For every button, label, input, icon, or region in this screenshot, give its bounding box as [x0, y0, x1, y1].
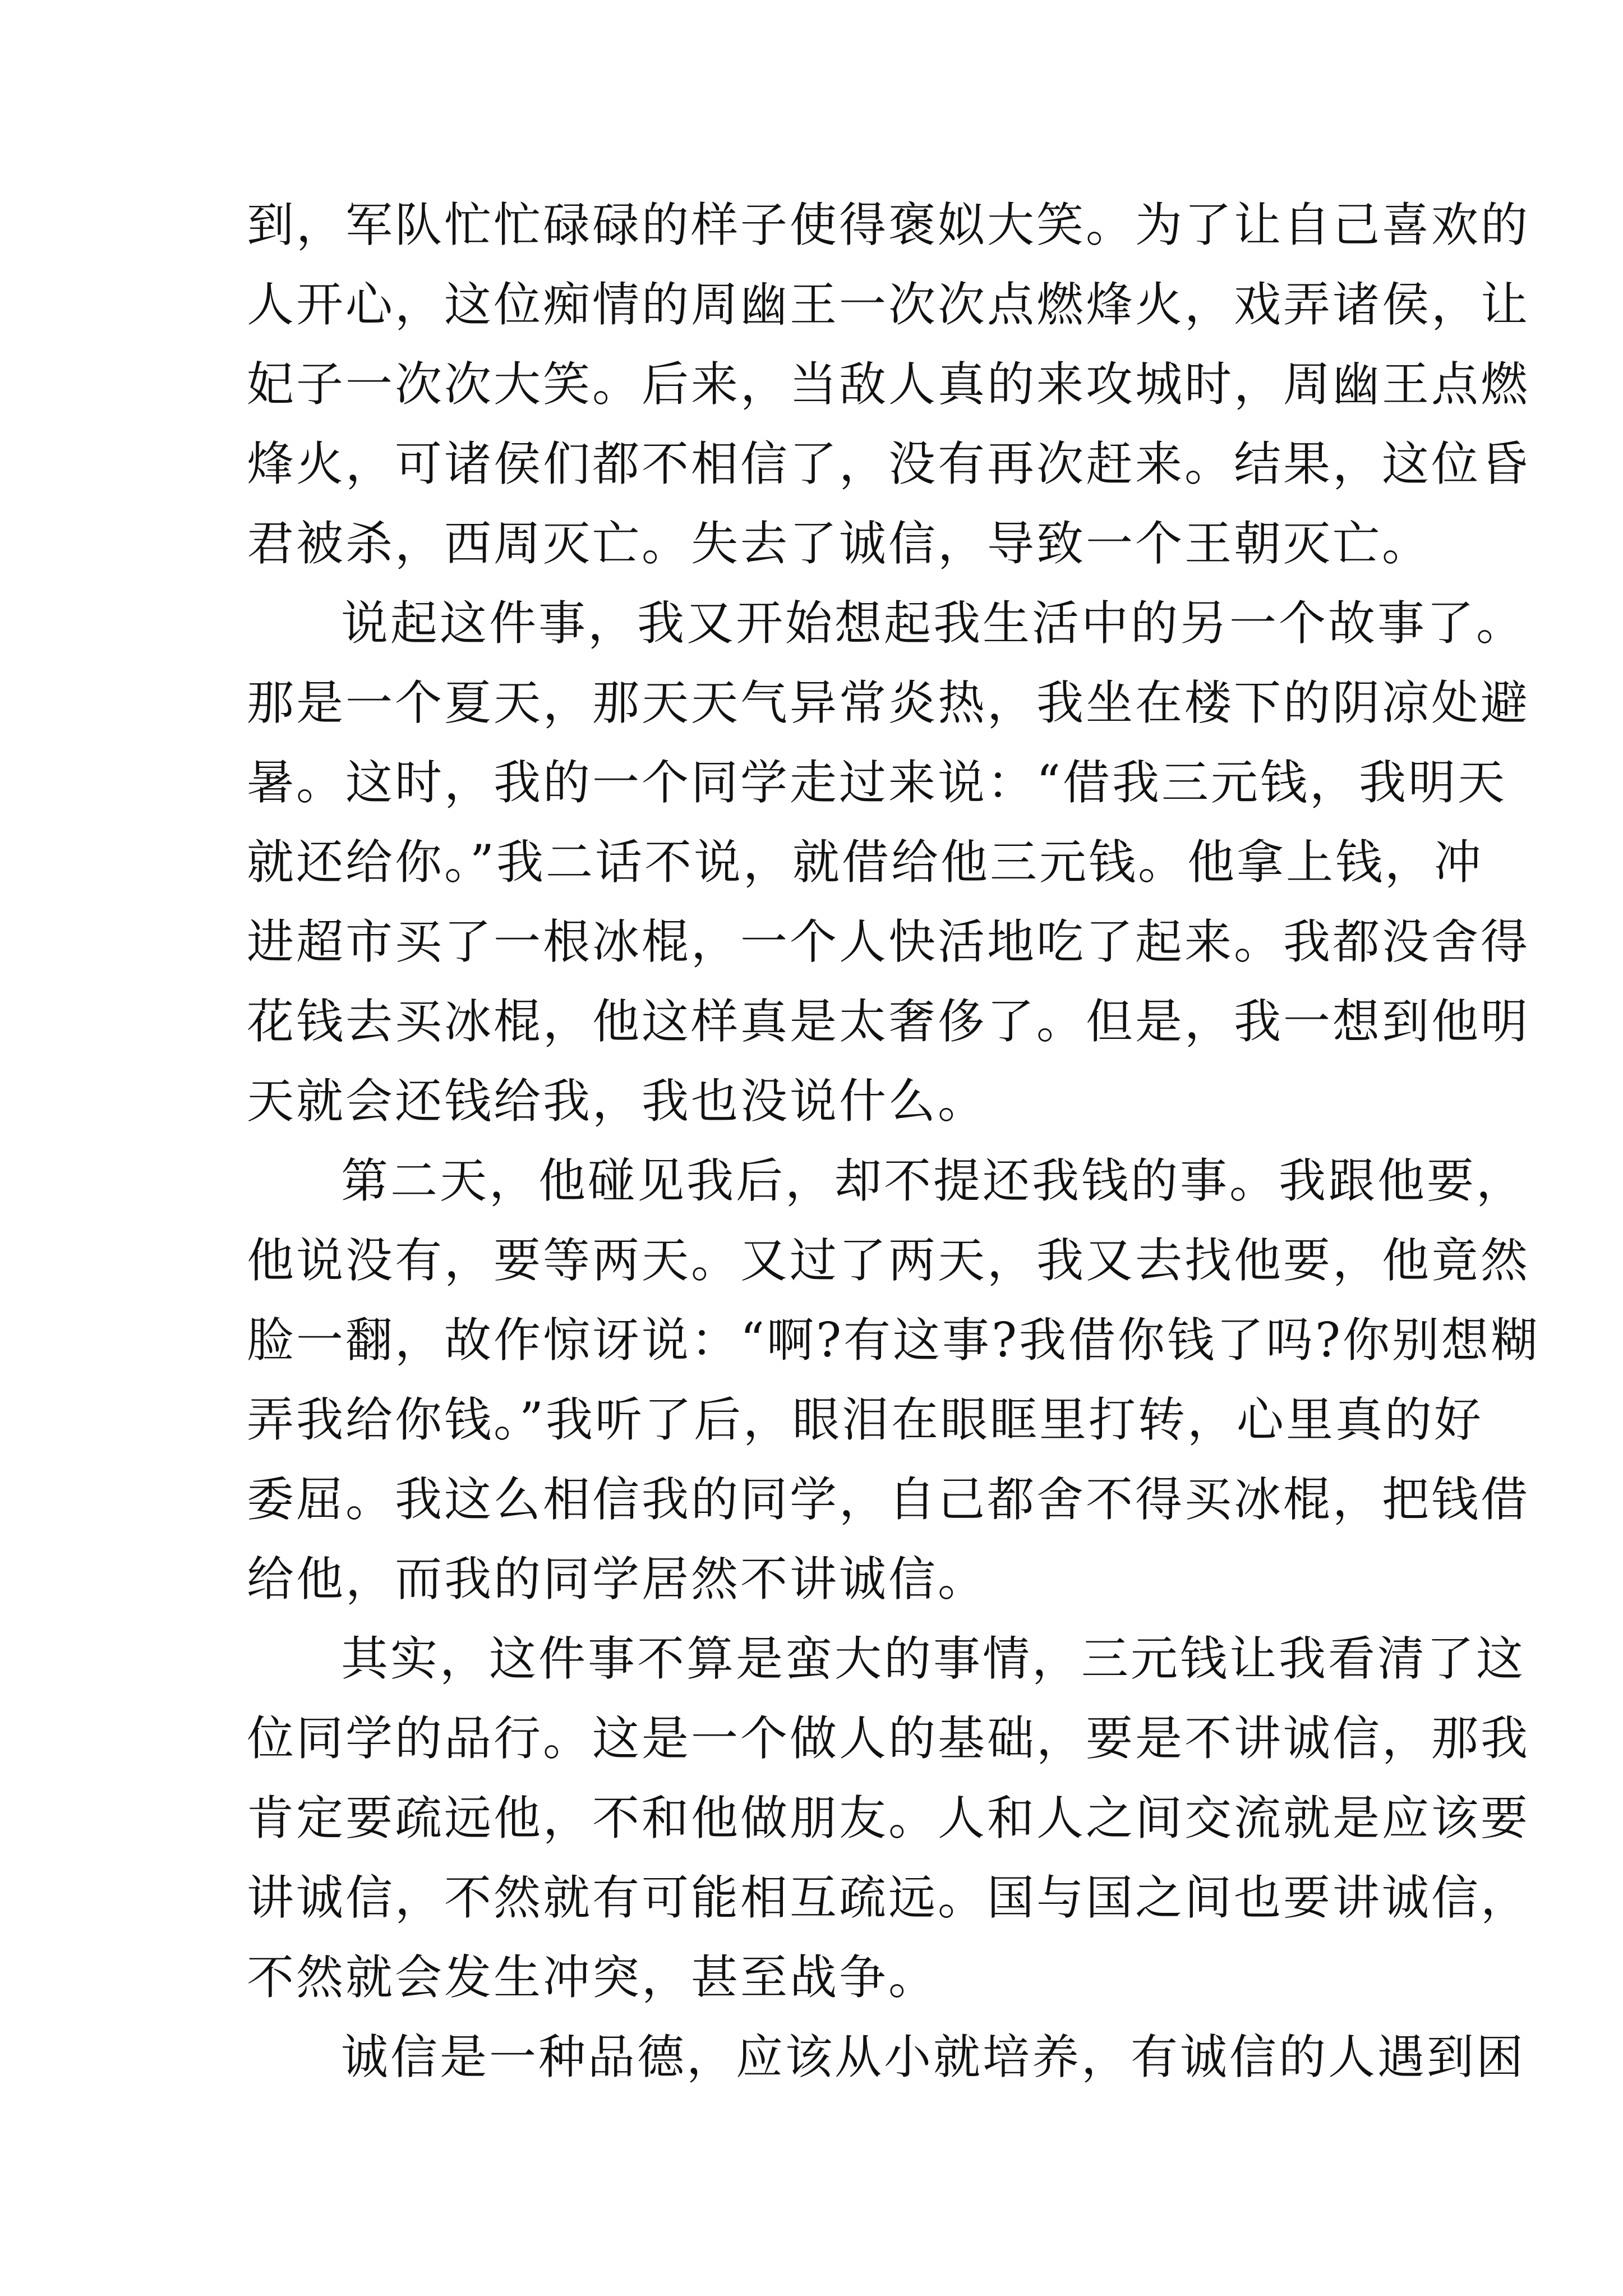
paragraph-1-line-4: 烽火，可诸侯们都不相信了，没有再次赶来。结果，这位昏: [247, 436, 1530, 491]
paragraph-1-line-3: 妃子一次次大笑。后来，当敌人真的来攻城时，周幽王点燃: [247, 357, 1530, 412]
paragraph-1-line-1: 到，军队忙忙碌碌的样子使得褒姒大笑。为了让自己喜欢的: [247, 197, 1530, 252]
paragraph-2-line-6: 花钱去买冰棍，他这样真是太奢侈了。但是，我一想到他明: [247, 994, 1530, 1049]
paragraph-4-line-2: 位同学的品行。这是一个做人的基础，要是不讲诚信，那我: [247, 1711, 1530, 1766]
paragraph-4-line-5: 不然就会发生冲突，甚至战争。: [247, 1950, 938, 2005]
paragraph-3-line-1: 第二天，他碰见我后，却不提还我钱的事。我跟他要，: [341, 1153, 1526, 1208]
paragraph-3-line-5: 委屈。我这么相信我的同学，自己都舍不得买冰棍，把钱借: [247, 1472, 1530, 1527]
paragraph-2-line-7: 天就会还钱给我，我也没说什么。: [247, 1074, 988, 1129]
paragraph-5-line-1: 诚信是一种品德，应该从小就培养，有诚信的人遇到困: [341, 2030, 1526, 2085]
paragraph-3-line-4: 弄我给你钱。”我听了后，眼泪在眼眶里打转，心里真的好: [247, 1392, 1483, 1447]
paragraph-3-line-6: 给他，而我的同学居然不讲诚信。: [247, 1552, 988, 1607]
paragraph-2-line-2: 那是一个夏天，那天天气异常炎热，我坐在楼下的阴凉处避: [247, 675, 1530, 730]
paragraph-4-line-4: 讲诚信，不然就有可能相互疏远。国与国之间也要讲诚信，: [247, 1870, 1530, 1925]
paragraph-3-line-2: 他说没有，要等两天。又过了两天，我又去找他要，他竟然: [247, 1233, 1530, 1288]
paragraph-4-line-3: 肯定要疏远他，不和他做朋友。人和人之间交流就是应该要: [247, 1791, 1530, 1846]
paragraph-2-line-4: 就还给你。”我二话不说，就借给他三元钱。他拿上钱，冲: [247, 835, 1483, 890]
paragraph-4-line-1: 其实，这件事不算是蛮大的事情，三元钱让我看清了这: [341, 1631, 1526, 1686]
paragraph-1-line-5: 君被杀，西周灭亡。失去了诚信，导致一个王朝灭亡。: [247, 516, 1432, 571]
paragraph-2-line-1: 说起这件事，我又开始想起我生活中的另一个故事了。: [341, 596, 1526, 651]
paragraph-3-line-3: 脸一翻，故作惊讶说：“啊?有这事?我借你钱了吗?你别想糊: [247, 1313, 1541, 1368]
paragraph-2-line-3: 暑。这时，我的一个同学走过来说：“借我三元钱，我明天: [247, 755, 1507, 810]
document-body: [247, 185, 1541, 2097]
paragraph-2-line-5: 进超市买了一根冰棍，一个人快活地吃了起来。我都没舍得: [247, 914, 1530, 969]
paragraph-1-line-2: 人开心，这位痴情的周幽王一次次点燃烽火，戏弄诸侯，让: [247, 277, 1530, 332]
